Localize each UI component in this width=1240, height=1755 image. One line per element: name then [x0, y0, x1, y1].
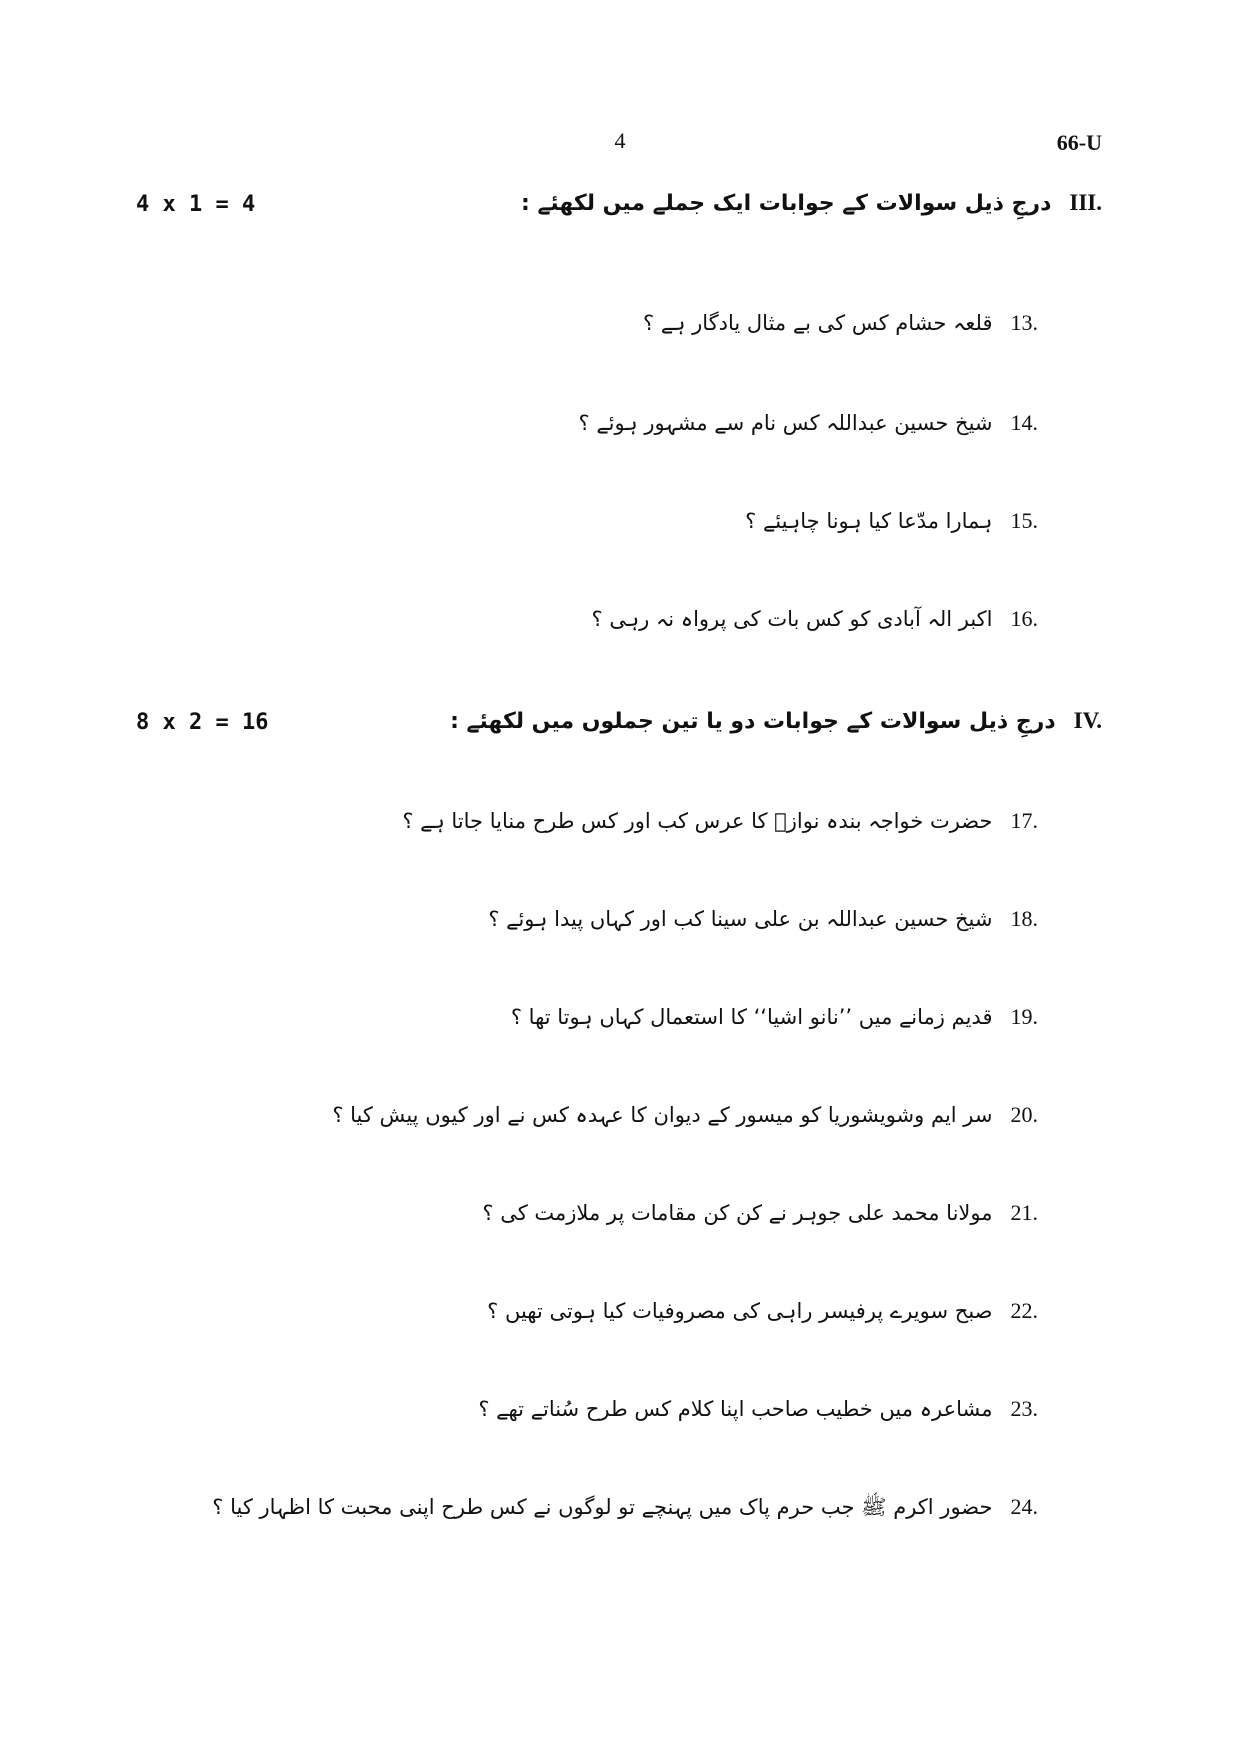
question-15 — [745, 508, 1038, 534]
question-text: حضرت خواجہ بندہ نوازؒ کا عرس کب اور کس طرح منایا جاتا ہے ؟ — [402, 809, 993, 833]
question-number: 18. — [1010, 906, 1038, 931]
question-14 — [579, 410, 1038, 436]
question-text: اکبر الہ آبادی کو کس بات کی پرواہ نہ رہی ؟ — [591, 607, 993, 631]
question-text: قدیم زمانے میں ’’نانو اشیا‘‘ کا استعمال کہاں ہوتا تھا ؟ — [510, 1005, 993, 1029]
question-21 — [482, 1200, 1038, 1226]
question-20 — [332, 1102, 1038, 1128]
section-iii-roman: III. — [1069, 190, 1102, 215]
question-number: 21. — [1010, 1200, 1038, 1225]
question-text: صبح سویرے پرفیسر راہی کی مصروفیات کیا ہوتی تھیں ؟ — [487, 1299, 993, 1323]
question-number: 20. — [1010, 1102, 1038, 1127]
section-iii-heading — [521, 190, 1102, 216]
question-number: 24. — [1010, 1494, 1038, 1519]
question-16 — [592, 606, 1039, 632]
question-text: مولانا محمد علی جوہر نے کن کن مقامات پر ملازمت کی ؟ — [482, 1201, 993, 1225]
question-24 — [212, 1494, 1038, 1525]
section-iii-instruction: درجِ ذیل سوالات کے جوابات ایک جملے میں لکھئے : — [521, 191, 1052, 216]
question-text: قلعہ حشام کس کی بے مثال یادگار ہے ؟ — [643, 311, 993, 335]
question-text: سر ایم وشویشوریا کو میسور کے دیوان کا عہدہ کس نے اور کیوں پیش کیا ؟ — [332, 1103, 993, 1127]
question-number: 16. — [1010, 606, 1038, 631]
question-number: 19. — [1010, 1004, 1038, 1029]
question-13 — [643, 310, 1038, 336]
question-18 — [488, 906, 1038, 932]
question-17 — [402, 808, 1038, 834]
question-number: 23. — [1010, 1396, 1038, 1421]
section-iv-marks: 8 x 2 = 16 — [136, 710, 269, 735]
question-text: مشاعرہ میں خطیب صاحب اپنا کلام کس طرح سُناتے تھے ؟ — [478, 1397, 993, 1421]
page-number: 4 — [614, 128, 626, 153]
section-iv-heading — [450, 708, 1102, 734]
section-iv-instruction: درجِ ذیل سوالات کے جوابات دو یا تین جملوں میں لکھئے : — [450, 709, 1056, 734]
question-number: 14. — [1010, 410, 1038, 435]
question-number: 13. — [1010, 310, 1038, 335]
question-19 — [511, 1004, 1038, 1030]
section-iv-roman: IV. — [1073, 708, 1102, 733]
paper-code: 66-U — [1056, 130, 1102, 155]
question-number: 22. — [1010, 1298, 1038, 1323]
question-22 — [487, 1298, 1038, 1324]
question-23 — [478, 1396, 1038, 1422]
question-text: شیخ حسین عبداللہ کس نام سے مشہور ہوئے ؟ — [578, 411, 993, 435]
question-text: حضور اکرم ﷺ جب حرم پاک میں پہنچے تو لوگوں نے کس طرح اپنی محبت کا اظہار کیا ؟ — [212, 1495, 993, 1519]
question-text: شیخ حسین عبداللہ بن علی سینا کب اور کہاں پیدا ہوئے ؟ — [488, 907, 993, 931]
question-text: ہمارا مدّعا کیا ہونا چاہیئے ؟ — [745, 509, 993, 533]
question-number: 15. — [1010, 508, 1038, 533]
section-iii-marks: 4 x 1 = 4 — [136, 192, 256, 217]
question-number: 17. — [1010, 808, 1038, 833]
